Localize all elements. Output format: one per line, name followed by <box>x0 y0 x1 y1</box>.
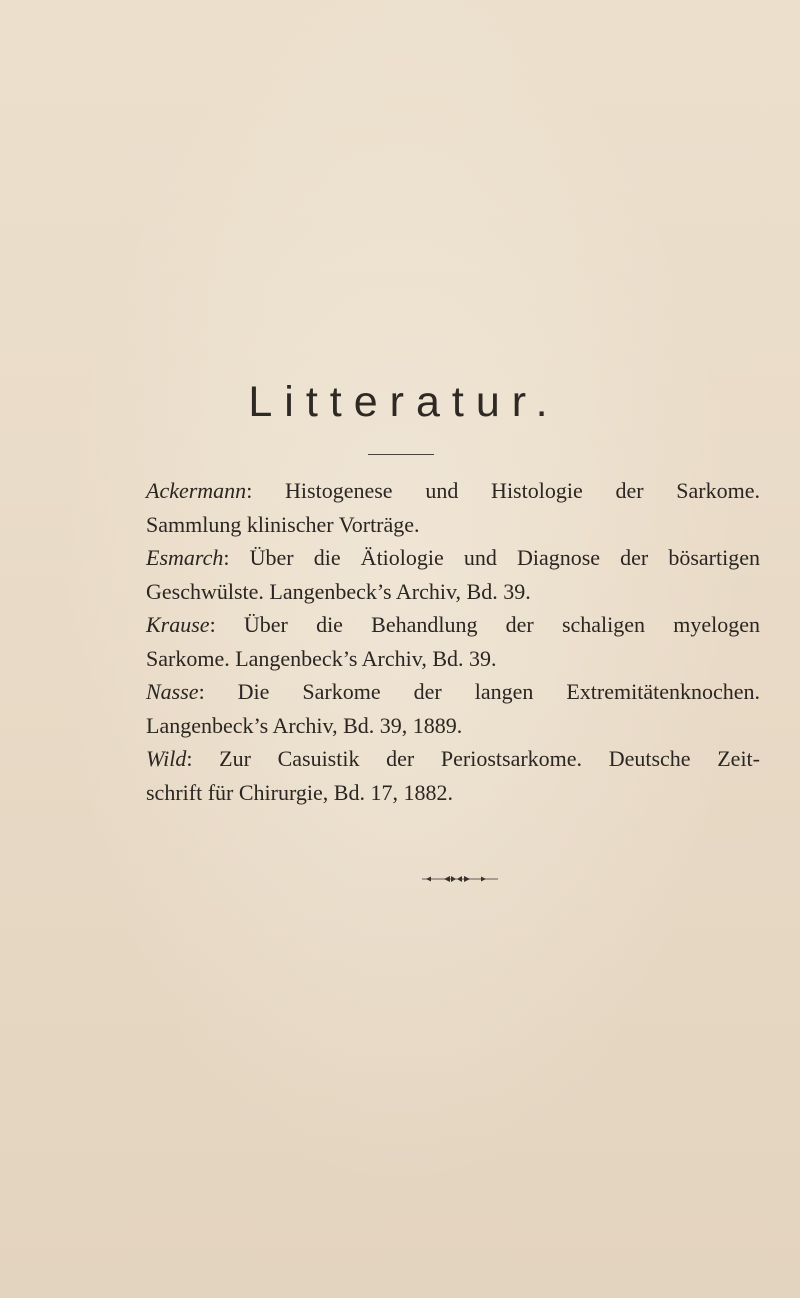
title-divider <box>368 454 434 455</box>
author-colon: : <box>198 679 238 704</box>
reference-entry <box>146 742 760 809</box>
reference-entry <box>146 608 760 675</box>
author-colon: : <box>186 746 220 771</box>
reference-author: Nasse <box>146 679 199 704</box>
reference-entry <box>146 675 760 742</box>
reference-author: Esmarch <box>146 545 224 570</box>
page-title: Litteratur. <box>248 378 560 426</box>
reference-author: Wild <box>146 746 187 771</box>
reference-text-line1: Über die Behandlung der schaligen myelogen <box>243 612 760 637</box>
reference-list <box>146 474 760 809</box>
reference-author: Krause <box>146 612 210 637</box>
reference-entry <box>146 474 760 541</box>
reference-text-line1: Histogenese und Histologie der Sarkome. <box>285 478 760 503</box>
author-colon: : <box>223 545 250 570</box>
reference-text-line2: schrift für Chirurgie, Bd. 17, 1882. <box>146 779 453 805</box>
author-colon: : <box>246 478 286 503</box>
end-ornament-icon <box>420 874 500 884</box>
reference-text-line1: Über die Ätiologie und Diagnose der bösartigen <box>249 545 760 570</box>
reference-text-line2: Sarkome. Langenbeck’s Archiv, Bd. 39. <box>146 645 497 671</box>
reference-text-line2: Geschwülste. Langenbeck’s Archiv, Bd. 39. <box>146 578 531 604</box>
reference-text-line1: Zur Casuistik der Periostsarkome. Deutsche Zeit- <box>219 746 760 771</box>
reference-author: Ackermann <box>146 478 247 503</box>
reference-text-line2: Langenbeck’s Archiv, Bd. 39, 1889. <box>146 712 463 738</box>
reference-entry <box>146 541 760 608</box>
author-colon: : <box>209 612 244 637</box>
reference-text-line2: Sammlung klinischer Vorträge. <box>146 511 420 537</box>
reference-text-line1: Die Sarkome der langen Extremitätenknochen. <box>237 679 760 704</box>
